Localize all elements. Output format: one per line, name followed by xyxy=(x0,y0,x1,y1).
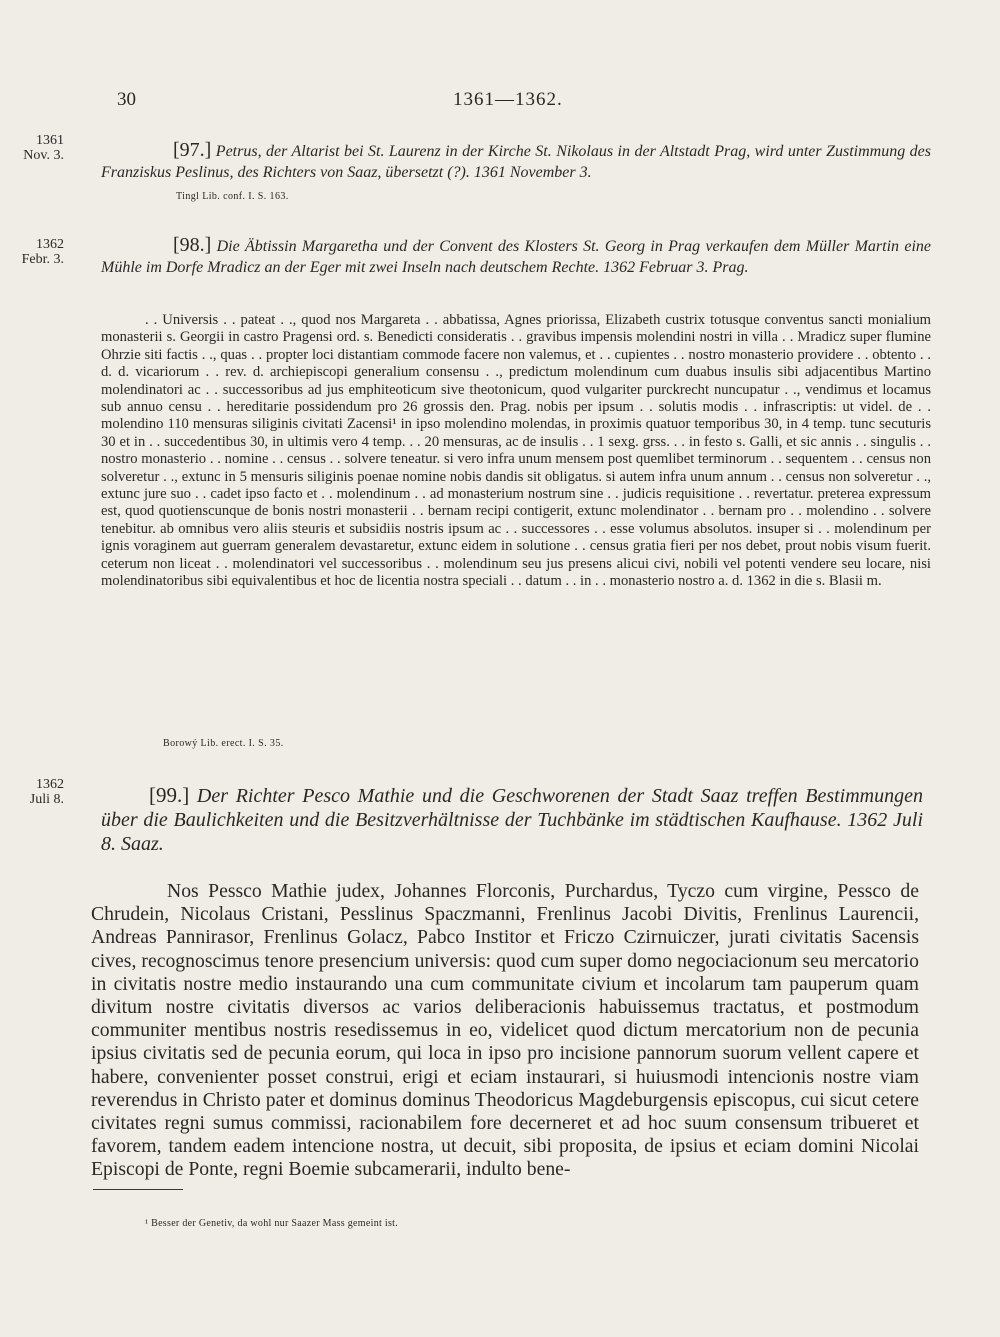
entry-summary-98 xyxy=(101,235,931,278)
running-head: 1361—1362. xyxy=(453,89,563,110)
margin-year: 1362 xyxy=(36,237,64,252)
footnote-divider xyxy=(93,1189,183,1190)
entry-number: [97.] xyxy=(173,139,212,161)
entry-summary-99 xyxy=(101,783,923,856)
entry-summary-text: Petrus, der Altarist bei St. Laurenz in der Kirche St. Nikolaus in der Altstadt Prag, wird unter Zustimmung des Franziskus Peslinus, des Richters von Saaz, übersetzt (?). 1361 November 3. xyxy=(101,143,932,181)
page-number: 30 xyxy=(117,89,136,110)
entry-number: [99.] xyxy=(149,783,190,807)
source-citation-98: Borowý Lib. erect. I. S. 35. xyxy=(163,738,284,749)
margin-year: 1362 xyxy=(36,777,64,792)
entry-summary-text: Die Äbtissin Margaretha und der Convent des Klosters St. Georg in Prag verkaufen dem Müller Martin eine Mühle im Dorfe Mradicz an der Eger mit zwei Inseln nach deutschem Rechte. 1362 Februar 3. Prag. xyxy=(101,238,931,276)
margin-date-98 xyxy=(2,237,64,267)
margin-day: Febr. 3. xyxy=(21,252,64,267)
entry-summary-97 xyxy=(101,140,931,183)
entry-summary-text: Der Richter Pesco Mathie und die Geschworenen der Stadt Saaz treffen Bestimmungen über die Baulichkeiten und die Besitzverhältnisse der Tuchbänke im städtischen Kaufhause. 1362 Juli 8. Saaz. xyxy=(101,785,923,855)
margin-day: Juli 8. xyxy=(29,792,64,807)
margin-day: Nov. 3. xyxy=(23,148,64,163)
margin-date-99 xyxy=(2,777,64,807)
charter-text-99: Nos Pessco Mathie judex, Johannes Florconis, Purchardus, Tyczo cum virgine, Pessco de Chrudein, Nicolaus Cristani, Pesslinus Spaczmanni, Frenlinus Jacobi Divitis, Frenlinus Laurencii, Andreas Pannirasor, Frenlinus Golacz, Pabco Institor et Friczo Czirnuiczer, jurati civitatis Sacensis cives, recognoscimus tenore presencium universis: quod cum super domo negociacionum seu mercatorio in civitatis nostre medio instaurando una cum communitate civium et incolarum tam pauperum quam divitum nostre civitatis diversos ac varios deliberacionis habuissemus tractatus, et postmodum communiter mentibus nostris resedissemus in eo, videlicet quod dictum mercatorium non de pecunia ipsius civitatis sed de pecunia eorum, qui loca in ipso pro incisione pannorum suorum vellent capere et habere, convenienter posset construi, erigi et eciam instaurari, si huiusmodi intencionis nostre viam reverendus in Christo pater et dominus dominus Theodoricus Magdeburgensis episcopus, cui sicut cetere civitates regni sumus commissi, racionabilem fore decerneret et ad hoc suum consensum tribueret et favorem, tandem eadem intencione nostra, ut decuit, sibi proposita, de ipsius et eciam domini Nicolai Episcopi de Ponte, regni Boemie subcamerarii, indulto bene- xyxy=(91,880,919,1181)
charter-text-98: . . Universis . . pateat . ., quod nos Margareta . . abbatissa, Agnes priorissa, Elizabeth custrix totusque conventus sancti monialium monasterii s. Georgii in castro Pragensi ord. s. Benedicti consideratis . . gravibus impensis molendini nostri in villa . . Mradicz super flumine Ohrzie siti factis . ., quas . . propter loci distantiam commode facere non valemus, et . . cupientes . . nostro monasterio providere . . obtento . . d. d. vicariorum . . rev. d. archiepiscopi generalium consensu . ., predictum molendinum cum duabus insulis sibi adjacentibus Martino molendinatori ac . . successoribus ad jus emphiteoticum sive theotonicum, quod vulgariter purckrecht nuncupatur . ., vendimus et locamus sub annuo censu . . hereditarie possidendum pro 26 grossis den. Prag. nobis per ipsum . . solutis modis . . infrascriptis: ut videl. de . . molendino 110 mensuras siliginis civitati Zacensi¹ in ipso molendino molendas, in proximis quatuor temporibus 30, in 4 temp. tunc secuturis 30 et in . . succedentibus 30, in ultimis vero 4 temp. . . 20 mensuras, ac de insulis . . 1 sexg. grss. . . in festo s. Galli, et sic annis . . singulis . . nostro monasterio . . nomine . . census . . solvere teneatur. si vero infra unum mensem post quemlibet terminorum . . sequentem . . census non solveretur . ., extunc in 5 mensuris siliginis poenae nomine nobis dandis sit obligatus. si autem infra unum annum . . census non solveretur . ., extunc jure suo . . cadet ipso facto et . . molendinum . . ad monasterium nostrum sine . . judicis requisitione . . revertatur. preterea expressum est, quod quotienscunque de bonis nostri monasterii . . bernam recipi contigerit, extunc molendinator . . bernam pro . . molendino . . solvere tenebitur. ab omnibus vero aliis steuris et subsidiis nostris ipsum ac . . successores . . esse volumus absolutos. insuper si . . molendinum per ignis voraginem aut guerram generalem devastaretur, extunc eidem in solutione . . census gratia fieri per nos debet, prout nobis visum fuerit. ceterum non liceat . . molendinatori vel successoribus . . molendinum seu jus presens alicui civi, nobili vel potenti vendere seu locare, nisi molendinatoribus sibi equivalentibus et hoc de licentia nostra speciali . . datum . . in . . monasterio nostro a. d. 1362 in die s. Blasii m. xyxy=(101,312,931,590)
margin-date-97 xyxy=(2,133,64,163)
entry-number: [98.] xyxy=(173,234,212,256)
source-citation-97: Tingl Lib. conf. I. S. 163. xyxy=(176,191,289,202)
footnote: ¹ Besser der Genetiv, da wohl nur Saazer Mass gemeint ist. xyxy=(145,1218,399,1229)
margin-year: 1361 xyxy=(36,133,64,148)
